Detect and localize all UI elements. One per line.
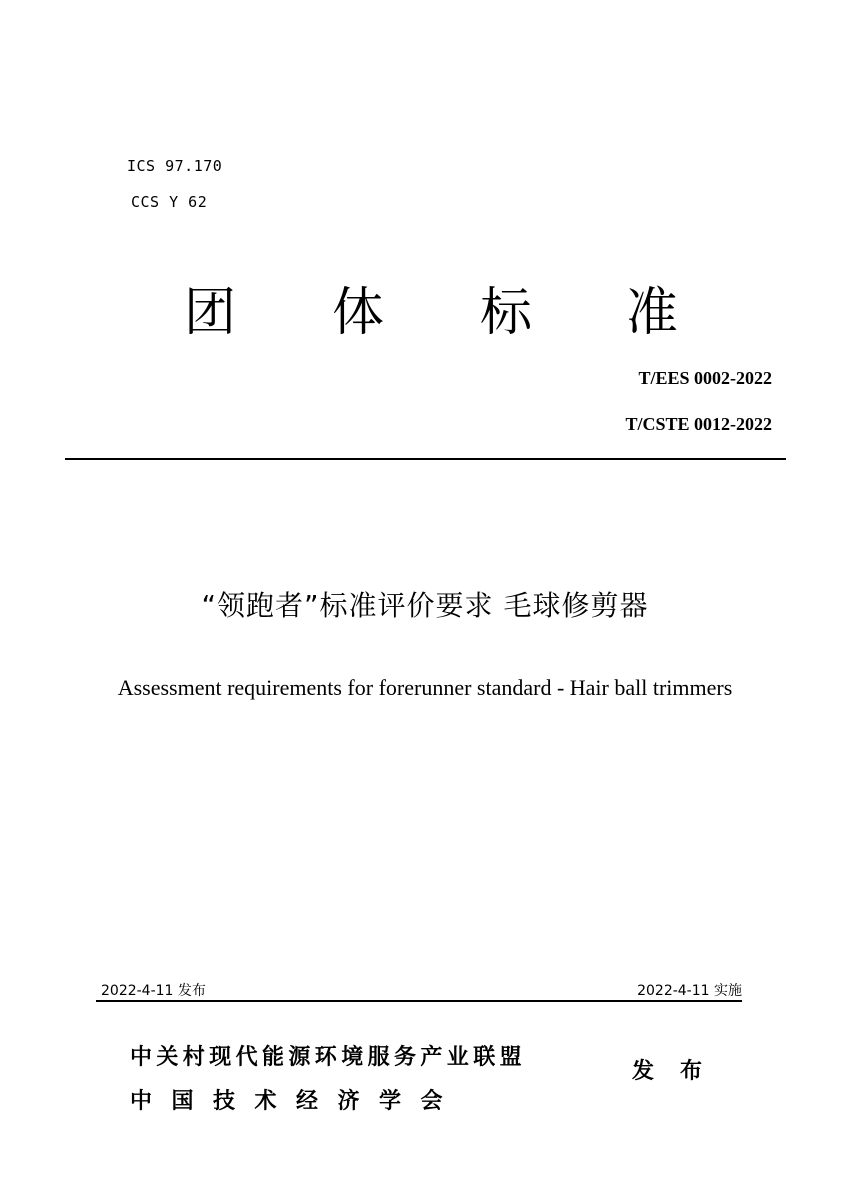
standard-type-char-1: 团 [184, 283, 237, 343]
ics-code: ICS 97.170 [127, 157, 223, 175]
issuer-org-1: 中关村现代能源环境服务产业联盟 [130, 1045, 527, 1070]
standard-number-ees: T/EES 0002-2022 [638, 368, 772, 388]
standard-number-cste: T/CSTE 0012-2022 [625, 414, 772, 434]
issuer-org-2: 中国技术经济学会 [130, 1089, 463, 1114]
ccs-code: CCS Y 62 [131, 193, 208, 211]
footer-divider [96, 1000, 742, 1002]
implementation-date: 2022-4-11 实施 [637, 983, 742, 999]
publication-date: 2022-4-11 发布 [101, 983, 206, 999]
standard-type-char-4: 准 [626, 283, 679, 343]
issue-label: 发布 [632, 1059, 729, 1084]
header-divider [65, 458, 786, 460]
document-title-chinese: “领跑者”标准评价要求 毛球修剪器 [201, 589, 649, 622]
standard-type-char-2: 体 [332, 283, 385, 343]
document-title-english: Assessment requirements for forerunner standard - Hair ball trimmers [117, 675, 733, 700]
standard-type-char-3: 标 [480, 283, 533, 343]
